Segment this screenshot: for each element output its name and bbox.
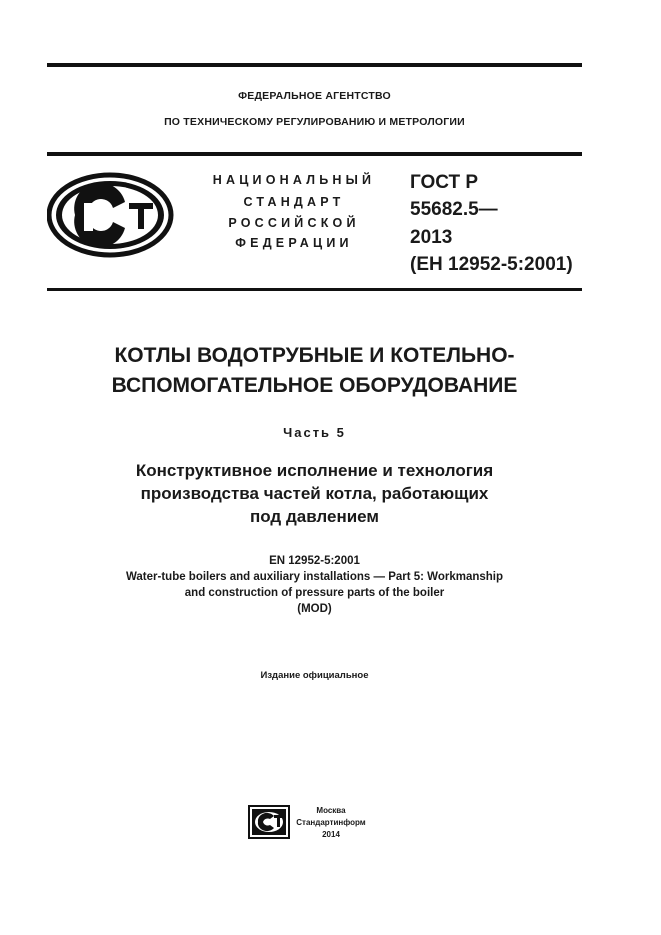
subtitle-line-1: Конструктивное исполнение и технология — [135, 461, 494, 480]
edition-label: Издание официальное — [260, 670, 369, 681]
rst-gost-logo-icon — [47, 172, 175, 258]
en-reference-title-line-2: and construction of pressure parts of the boiler — [184, 587, 445, 599]
en-reference-code: EN 12952-5:2001 — [269, 555, 360, 567]
publisher-year: 2014 — [322, 830, 340, 839]
publisher-name: Стандартинформ — [296, 818, 366, 827]
middle-rule — [47, 152, 582, 156]
part-label: Часть 5 — [283, 425, 346, 440]
national-line-1: НАЦИОНАЛЬНЫЙ — [212, 173, 376, 187]
gost-designation-line-4: (ЕН 12952-5:2001) — [410, 254, 573, 275]
publisher-city: Москва — [316, 806, 346, 815]
subtitle-line-2: производства частей котла, работающих — [140, 484, 489, 503]
standartinform-logo-icon — [248, 805, 290, 839]
bottom-rule — [47, 288, 582, 291]
agency-line-1: ФЕДЕРАЛЬНОЕ АГЕНТСТВО — [238, 90, 391, 102]
national-line-4: ФЕДЕРАЦИИ — [235, 236, 353, 250]
gost-designation-line-1: ГОСТ Р — [410, 172, 479, 193]
en-reference-title-line-1: Water-tube boilers and auxiliary installations — Part 5: Workmanship — [125, 571, 504, 583]
gost-designation-line-2: 55682.5— — [410, 199, 498, 220]
en-reference-modification: (MOD) — [297, 603, 332, 615]
gost-designation-line-3: 2013 — [410, 227, 453, 248]
national-line-2: СТАНДАРТ — [243, 195, 345, 209]
subtitle-line-3: под давлением — [250, 507, 379, 526]
top-rule — [47, 63, 582, 67]
agency-line-2: ПО ТЕХНИЧЕСКОМУ РЕГУЛИРОВАНИЮ И МЕТРОЛОГИИ — [164, 116, 465, 128]
document-title-line-2: ВСПОМОГАТЕЛЬНОЕ ОБОРУДОВАНИЕ — [111, 374, 518, 397]
document-title-line-1: КОТЛЫ ВОДОТРУБНЫЕ И КОТЕЛЬНО- — [114, 344, 515, 367]
national-line-3: РОССИЙСКОЙ — [228, 216, 360, 230]
